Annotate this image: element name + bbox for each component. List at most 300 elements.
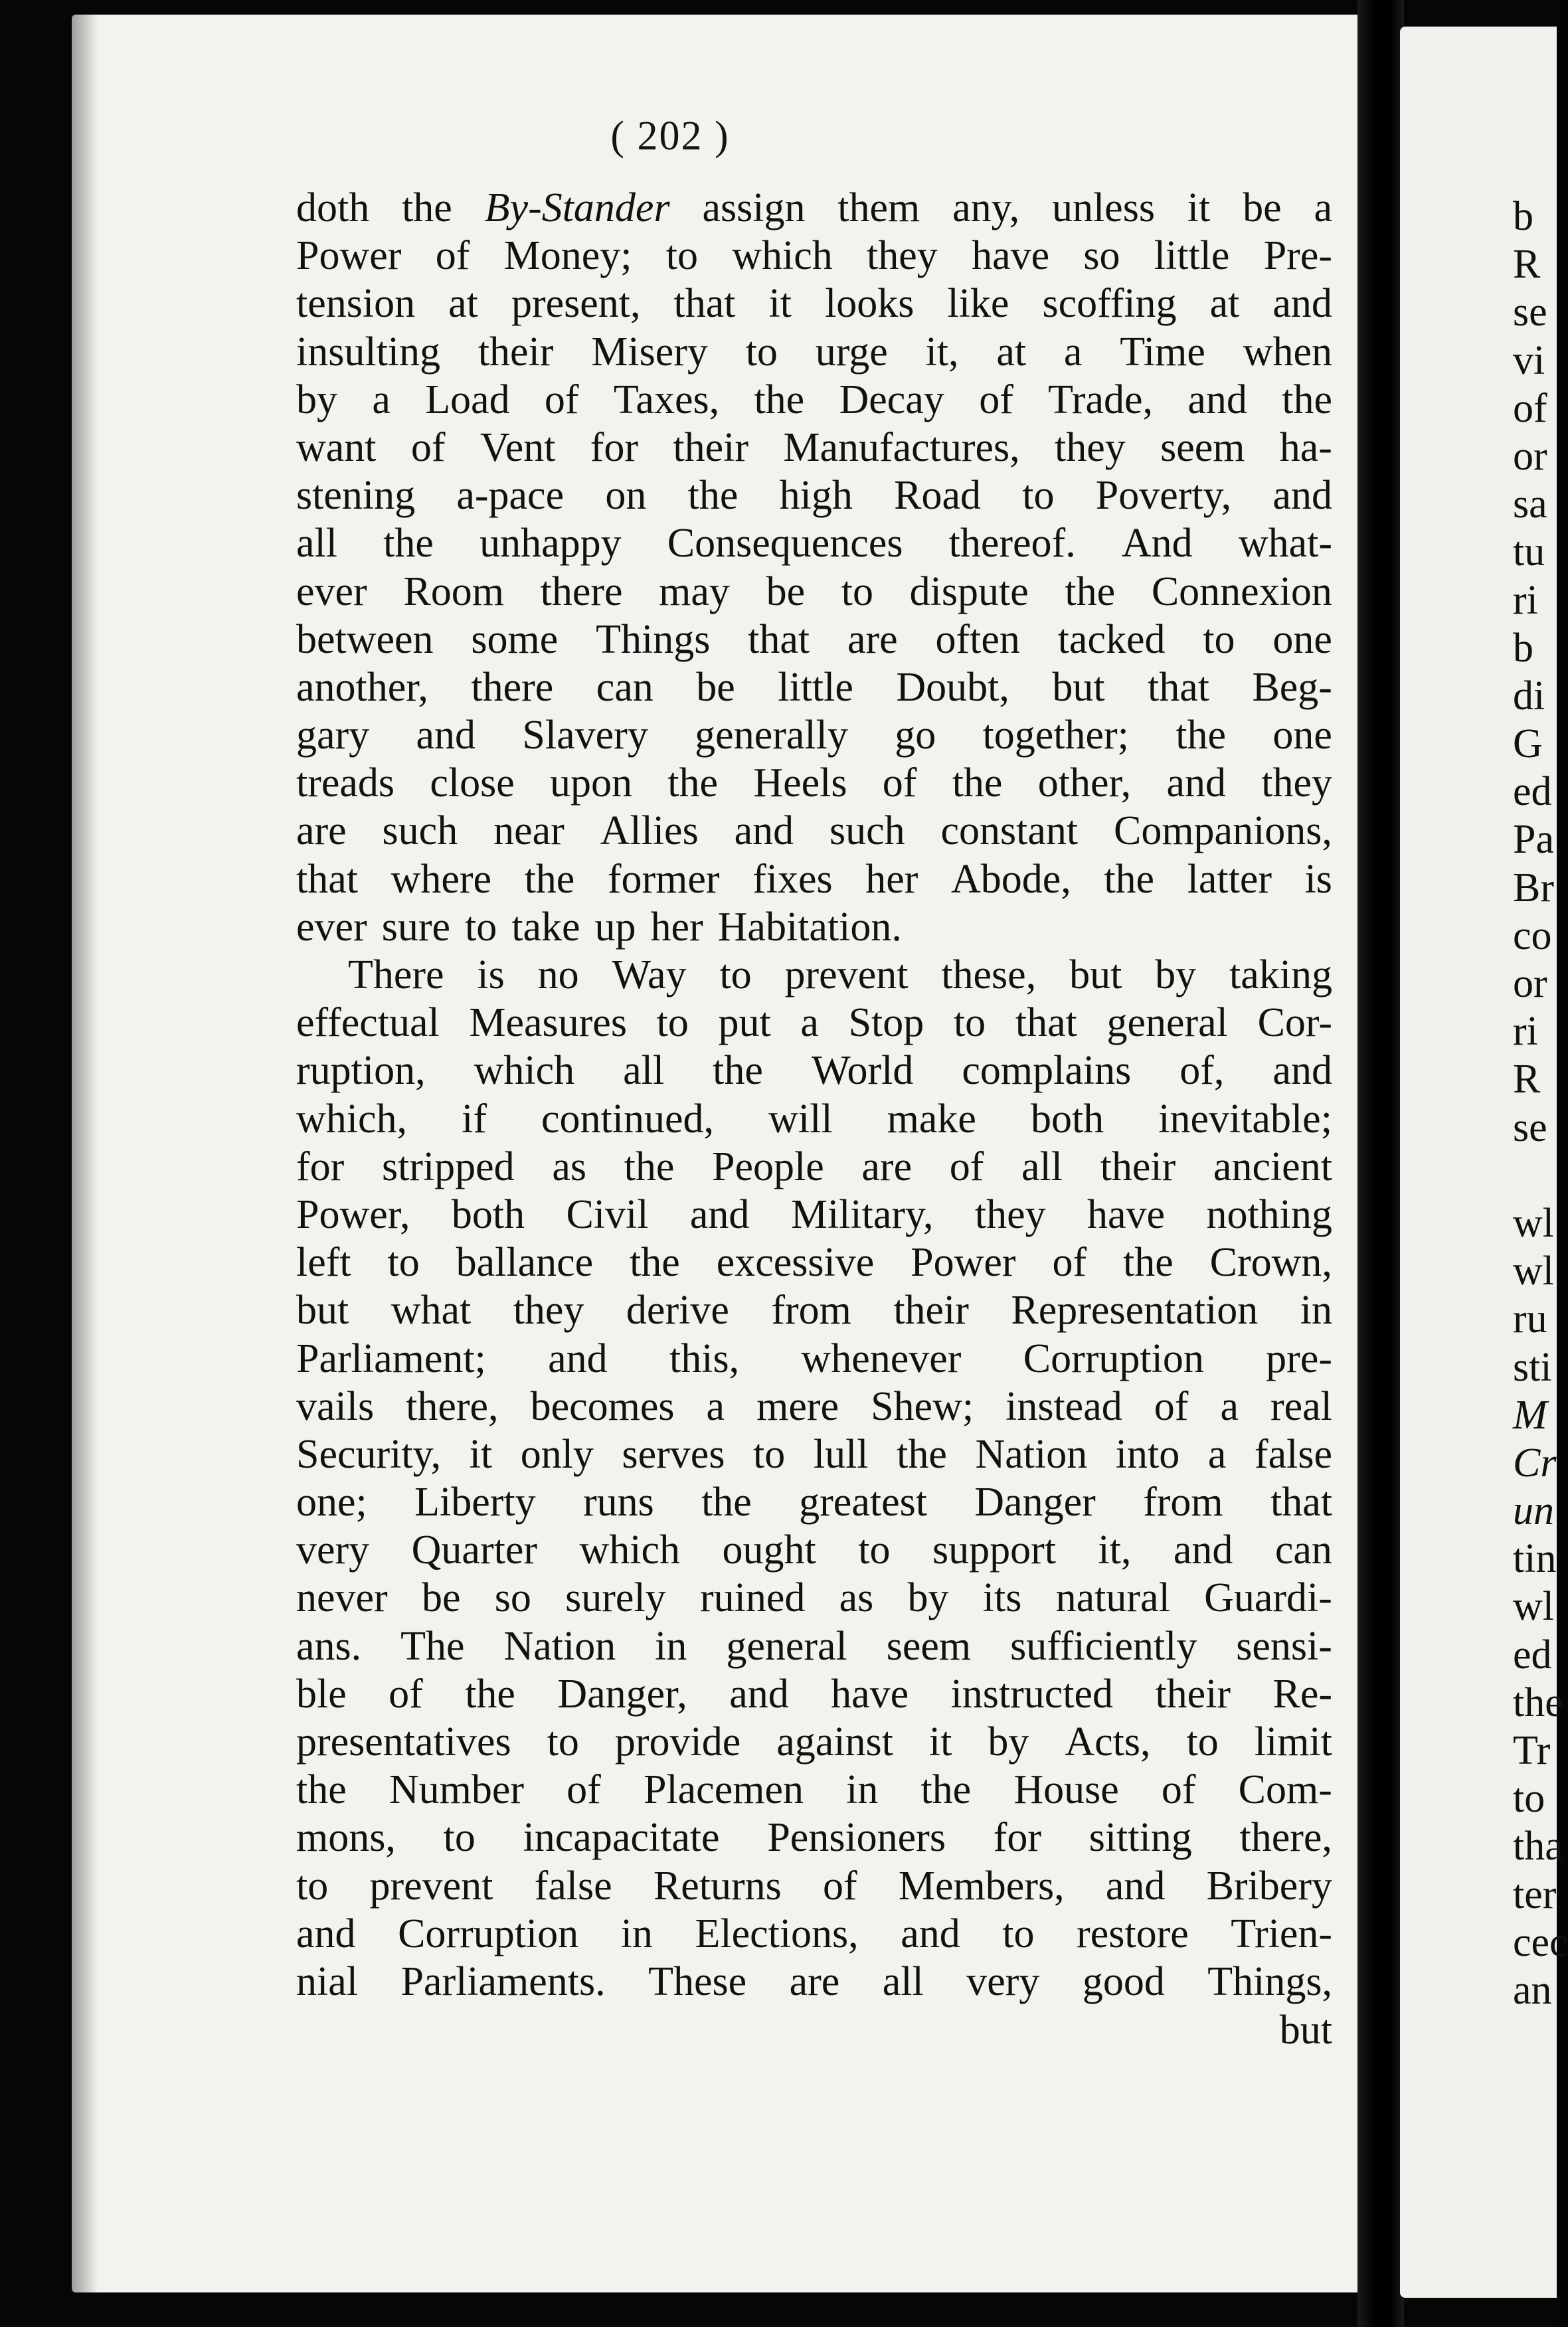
- word: incapacitate: [523, 1815, 720, 1861]
- word: to: [753, 1431, 786, 1477]
- word: but: [1052, 664, 1105, 710]
- word: and: [548, 1336, 608, 1381]
- word: they: [1261, 760, 1332, 806]
- word: and: [416, 713, 476, 758]
- word: Power: [296, 233, 402, 279]
- word: former: [607, 856, 720, 902]
- word: for: [296, 1144, 345, 1189]
- word: Room: [403, 568, 504, 614]
- word: Things,: [1207, 1958, 1332, 2004]
- word: Representation: [1011, 1288, 1259, 1334]
- adjacent-line: ru: [1513, 1296, 1547, 1342]
- word: Things: [596, 616, 711, 662]
- word: and: [296, 1911, 356, 1956]
- text-line: [296, 376, 1332, 424]
- word: Measures: [469, 1000, 627, 1046]
- word: near: [493, 808, 565, 854]
- word: excessive: [716, 1240, 875, 1286]
- word: in: [846, 1767, 879, 1813]
- word: fixes: [752, 856, 833, 902]
- word: it: [768, 281, 792, 327]
- word: that: [1270, 1480, 1332, 1525]
- word: one;: [296, 1480, 367, 1525]
- word: it: [469, 1431, 493, 1477]
- word: sensi-: [1236, 1623, 1332, 1669]
- word: treads: [296, 760, 395, 806]
- word: unless: [1051, 185, 1155, 230]
- word: of: [949, 1144, 984, 1189]
- word: thereof.: [948, 521, 1076, 566]
- word: so: [1083, 233, 1120, 279]
- text-line: [296, 1191, 1332, 1239]
- adjacent-page-text: [1513, 193, 1568, 2014]
- word: natural: [1055, 1575, 1170, 1621]
- adjacent-line: ter: [1513, 1871, 1557, 1917]
- word: against: [776, 1719, 893, 1765]
- word: is: [477, 952, 505, 997]
- word: Load: [425, 377, 510, 422]
- word: Placemen: [643, 1767, 804, 1813]
- word: may: [659, 568, 730, 614]
- adjacent-line: sa: [1513, 481, 1547, 527]
- word: to: [443, 1815, 476, 1861]
- word: that: [1015, 1000, 1077, 1046]
- word: the: [897, 1431, 947, 1477]
- word: there,: [1239, 1815, 1332, 1861]
- word: in: [620, 1911, 653, 1956]
- word: and: [1173, 1527, 1233, 1573]
- word: ballance: [456, 1240, 594, 1286]
- word: and: [729, 1671, 789, 1717]
- word: close: [430, 760, 515, 806]
- word: to: [1203, 616, 1235, 662]
- word: that: [1148, 664, 1209, 710]
- adjacent-line: to: [1513, 1776, 1545, 1822]
- word: runs: [582, 1480, 654, 1525]
- word: the: [1065, 568, 1116, 614]
- word: mons,: [296, 1815, 396, 1861]
- word: Liberty: [414, 1480, 536, 1525]
- word: latter: [1187, 856, 1272, 902]
- adjacent-line: Tr: [1513, 1728, 1551, 1773]
- adjacent-line: cec: [1513, 1919, 1568, 1965]
- adjacent-line: b: [1513, 625, 1533, 671]
- text-line: [296, 1814, 1332, 1861]
- word: prevent: [369, 1863, 493, 1909]
- word: to: [296, 1863, 329, 1909]
- word: Elections,: [695, 1911, 859, 1956]
- word: have: [831, 1671, 909, 1717]
- word: Stop: [848, 1000, 924, 1046]
- word: to: [719, 952, 752, 997]
- word: can: [1274, 1527, 1332, 1573]
- text-line: [296, 807, 1332, 855]
- word: surely: [565, 1575, 666, 1621]
- word: Corruption: [1023, 1336, 1204, 1381]
- word: Abode,: [950, 856, 1071, 902]
- word: sure: [381, 904, 450, 950]
- word: of: [882, 760, 917, 806]
- word: be: [766, 568, 806, 614]
- word: such: [382, 808, 458, 854]
- word: they: [1055, 424, 1126, 470]
- word: Way: [612, 952, 687, 997]
- word: their: [893, 1288, 969, 1334]
- word: Vent: [479, 424, 556, 470]
- word: there: [540, 568, 623, 614]
- word: Power: [911, 1240, 1016, 1286]
- word: be: [696, 664, 735, 710]
- word: of: [435, 233, 470, 279]
- word: Trade,: [1048, 377, 1154, 422]
- word: their: [478, 329, 554, 375]
- word: Quarter: [411, 1527, 537, 1573]
- word: by: [1155, 952, 1197, 997]
- word: generally: [695, 713, 848, 758]
- word: where: [391, 856, 492, 902]
- word: on: [605, 473, 647, 519]
- word: And: [1121, 521, 1193, 566]
- word: the: [1176, 713, 1227, 758]
- word: the: [754, 377, 805, 422]
- word: assign: [702, 185, 806, 230]
- word: her: [650, 904, 703, 950]
- word: Poverty,: [1095, 473, 1232, 519]
- word: Security,: [296, 1431, 442, 1477]
- word: unhappy: [479, 521, 622, 566]
- word: presentatives: [296, 1719, 511, 1765]
- word: ought: [722, 1527, 816, 1573]
- word: have: [972, 233, 1050, 279]
- word: want: [296, 424, 377, 470]
- word: greatest: [799, 1480, 927, 1525]
- word: Connexion: [1151, 568, 1332, 614]
- word: which: [474, 1048, 575, 1094]
- word: by: [296, 377, 337, 422]
- adjacent-line: ed: [1513, 1632, 1552, 1678]
- word: both: [1030, 1096, 1104, 1142]
- word: World: [811, 1048, 914, 1094]
- word: there: [471, 664, 554, 710]
- word: Consequences: [667, 521, 903, 566]
- text-line: [296, 1047, 1332, 1094]
- text-line: [296, 759, 1332, 807]
- adjacent-line: di: [1513, 673, 1545, 719]
- word: any,: [952, 185, 1020, 230]
- text-line: [296, 951, 1332, 999]
- word: restore: [1077, 1911, 1189, 1956]
- word: are: [861, 1144, 913, 1189]
- word: all: [296, 521, 337, 566]
- word: Guardi-: [1204, 1575, 1332, 1621]
- word: constant: [940, 808, 1079, 854]
- word: by: [907, 1575, 949, 1621]
- word: becomes: [530, 1383, 675, 1429]
- word: derive: [626, 1288, 729, 1334]
- adjacent-line: wl: [1513, 1249, 1554, 1294]
- text-line: [296, 1143, 1332, 1191]
- word: doth: [296, 185, 370, 230]
- word: for: [993, 1815, 1041, 1861]
- word: a-pace: [456, 473, 565, 519]
- word: Danger: [974, 1480, 1096, 1525]
- word: and: [1272, 1048, 1332, 1094]
- word: from: [771, 1288, 851, 1334]
- word: instructed: [950, 1671, 1114, 1717]
- word: general: [1106, 1000, 1228, 1046]
- word: to: [953, 1000, 986, 1046]
- word: which,: [296, 1096, 408, 1142]
- word: Parliaments.: [400, 1958, 606, 2004]
- word: present,: [511, 281, 641, 327]
- word: that: [673, 281, 736, 327]
- word: House: [1013, 1767, 1119, 1813]
- word: what: [391, 1288, 472, 1334]
- word: a: [1220, 1383, 1239, 1429]
- word: all: [882, 1958, 924, 2004]
- word: like: [947, 281, 1009, 327]
- word: they: [974, 1191, 1046, 1237]
- word: her: [865, 856, 918, 902]
- word: the: [465, 1671, 515, 1717]
- word: it: [1187, 185, 1211, 230]
- word: all: [1021, 1144, 1063, 1189]
- text-line: [296, 1286, 1332, 1334]
- word: have: [1087, 1191, 1166, 1237]
- adjacent-line: wl: [1513, 1584, 1554, 1630]
- text-line: [296, 424, 1332, 472]
- word: Trien-: [1231, 1911, 1332, 1956]
- text-line: [296, 663, 1332, 711]
- word: to: [464, 904, 497, 950]
- word: lull: [813, 1431, 869, 1477]
- adjacent-line: ed: [1513, 769, 1552, 815]
- word: all: [623, 1048, 665, 1094]
- adjacent-line: M: [1513, 1392, 1547, 1438]
- word: their: [1155, 1671, 1231, 1717]
- word: Bribery: [1206, 1863, 1332, 1909]
- word: stening: [296, 473, 416, 519]
- word: ever: [296, 904, 367, 950]
- adjacent-line: se: [1513, 1104, 1547, 1150]
- adjacent-line: the: [1513, 1680, 1563, 1725]
- word: it: [928, 1719, 952, 1765]
- text-line: [296, 280, 1332, 327]
- word: what-: [1238, 521, 1332, 566]
- word: prevent: [784, 952, 909, 997]
- word: of: [410, 424, 446, 470]
- adjacent-line: co: [1513, 912, 1552, 958]
- word: to: [656, 1000, 689, 1046]
- word: Returns: [653, 1863, 782, 1909]
- text-line: [296, 1958, 1332, 2006]
- word: they: [513, 1288, 584, 1334]
- text-line: [296, 328, 1332, 376]
- word: are: [847, 616, 898, 662]
- word: dispute: [909, 568, 1029, 614]
- body-text: [296, 184, 1332, 2053]
- word: Number: [389, 1767, 525, 1813]
- word: the: [713, 1048, 763, 1094]
- text-line: [296, 1478, 1332, 1526]
- word: of: [544, 377, 579, 422]
- word: both: [451, 1191, 525, 1237]
- adjacent-line: un: [1513, 1488, 1554, 1534]
- word: a: [800, 1000, 819, 1046]
- word: the: [296, 1767, 347, 1813]
- word: the: [630, 1240, 680, 1286]
- word: as: [552, 1144, 586, 1189]
- adjacent-line: se: [1513, 290, 1547, 335]
- word: take: [511, 904, 580, 950]
- word: Civil: [566, 1191, 649, 1237]
- word: but: [296, 1288, 349, 1334]
- word: they: [867, 233, 938, 279]
- text-line: [296, 472, 1332, 519]
- word: the: [1104, 856, 1155, 902]
- word: of: [823, 1863, 857, 1909]
- word: scoffing: [1042, 281, 1177, 327]
- word: sufficiently: [1010, 1623, 1197, 1669]
- word: stripped: [381, 1144, 515, 1189]
- text-line: [296, 1095, 1332, 1143]
- word: to: [1022, 473, 1055, 519]
- word: in: [1300, 1288, 1332, 1334]
- word: Parliament;: [296, 1336, 486, 1381]
- word: a: [706, 1383, 725, 1429]
- book-gutter: [1357, 0, 1404, 2327]
- word: nothing: [1206, 1191, 1332, 1237]
- word: Corruption: [398, 1911, 579, 1956]
- word: Misery: [591, 329, 708, 375]
- word: the: [524, 856, 575, 902]
- word: Doubt,: [896, 664, 1009, 710]
- word: put: [718, 1000, 771, 1046]
- word: at: [996, 329, 1027, 375]
- word: it,: [1098, 1527, 1132, 1573]
- word: ruined: [699, 1575, 806, 1621]
- word: provide: [614, 1719, 741, 1765]
- text-line: [296, 903, 1332, 951]
- word: pre-: [1266, 1336, 1332, 1381]
- word: mere: [756, 1383, 839, 1429]
- adjacent-line: ri: [1513, 1009, 1538, 1055]
- text-line: [296, 1622, 1332, 1670]
- word: Danger,: [557, 1671, 687, 1717]
- text-line: [296, 519, 1332, 567]
- word: which: [732, 233, 833, 279]
- word: the: [1123, 1240, 1174, 1286]
- word: Beg-: [1252, 664, 1332, 710]
- adjacent-line: Cr: [1513, 1440, 1557, 1486]
- adjacent-line: ri: [1513, 577, 1538, 623]
- adjacent-line: Br: [1513, 865, 1554, 910]
- word: limit: [1254, 1719, 1332, 1765]
- word: in: [655, 1623, 687, 1669]
- word: left: [296, 1240, 351, 1286]
- word: make: [887, 1096, 976, 1142]
- text-line: [296, 1718, 1332, 1766]
- text-line: [296, 855, 1332, 903]
- word: Members,: [898, 1863, 1065, 1909]
- word: seem: [1160, 424, 1245, 470]
- word: inevitable;: [1158, 1096, 1332, 1142]
- word: the: [920, 1767, 972, 1813]
- word: so: [494, 1575, 531, 1621]
- word: ble: [296, 1671, 347, 1717]
- word: and: [689, 1191, 750, 1237]
- word: from: [1143, 1480, 1223, 1525]
- word: support: [932, 1527, 1056, 1573]
- word: together;: [982, 713, 1129, 758]
- word: often: [935, 616, 1020, 662]
- adjacent-line: b: [1513, 194, 1533, 239]
- word: high: [779, 473, 853, 519]
- word: one: [1272, 616, 1332, 662]
- word: to: [387, 1240, 420, 1286]
- word: of,: [1179, 1048, 1225, 1094]
- word: urge: [815, 329, 888, 375]
- word: gary: [296, 713, 370, 758]
- adjacent-line: R: [1513, 1057, 1541, 1102]
- adjacent-line: of: [1513, 385, 1547, 431]
- adjacent-line: R: [1513, 242, 1541, 288]
- word: the: [1282, 377, 1332, 422]
- word: the: [624, 1144, 675, 1189]
- word: insulting: [296, 329, 441, 375]
- adjacent-line: or: [1513, 961, 1547, 1006]
- word: it,: [925, 329, 959, 375]
- word: there,: [406, 1383, 499, 1429]
- catchword: but: [1279, 2007, 1332, 2053]
- word: Money;: [503, 233, 632, 279]
- word: to: [745, 329, 778, 375]
- word: The: [400, 1623, 465, 1669]
- word: and: [1187, 377, 1247, 422]
- word: seem: [886, 1623, 972, 1669]
- word: a: [1063, 329, 1083, 375]
- word: to: [1002, 1911, 1035, 1956]
- word: as: [839, 1575, 874, 1621]
- word: real: [1270, 1383, 1332, 1429]
- word: and: [734, 808, 794, 854]
- word: but: [1069, 952, 1122, 997]
- word: Shew;: [871, 1383, 974, 1429]
- word: Crown,: [1209, 1240, 1332, 1286]
- word: is: [1304, 856, 1332, 902]
- word: effectual: [296, 1000, 440, 1046]
- word: at: [448, 281, 478, 327]
- word: into: [1115, 1431, 1180, 1477]
- text-line: [296, 1910, 1332, 1958]
- word: continued,: [541, 1096, 715, 1142]
- word: complains: [962, 1048, 1132, 1094]
- word: tacked: [1057, 616, 1166, 662]
- text-line: [296, 1670, 1332, 1718]
- adjacent-line: sti: [1513, 1344, 1552, 1390]
- word: By-Stander: [484, 185, 670, 230]
- word: to: [1186, 1719, 1219, 1765]
- adjacent-line: [1513, 1152, 1568, 1199]
- word: Taxes,: [613, 377, 720, 422]
- word: tension: [296, 281, 416, 327]
- word: vails: [296, 1383, 375, 1429]
- word: their: [673, 424, 749, 470]
- word: and: [1166, 760, 1226, 806]
- word: at: [1209, 281, 1240, 327]
- word: the: [952, 760, 1003, 806]
- word: These: [648, 1958, 747, 2004]
